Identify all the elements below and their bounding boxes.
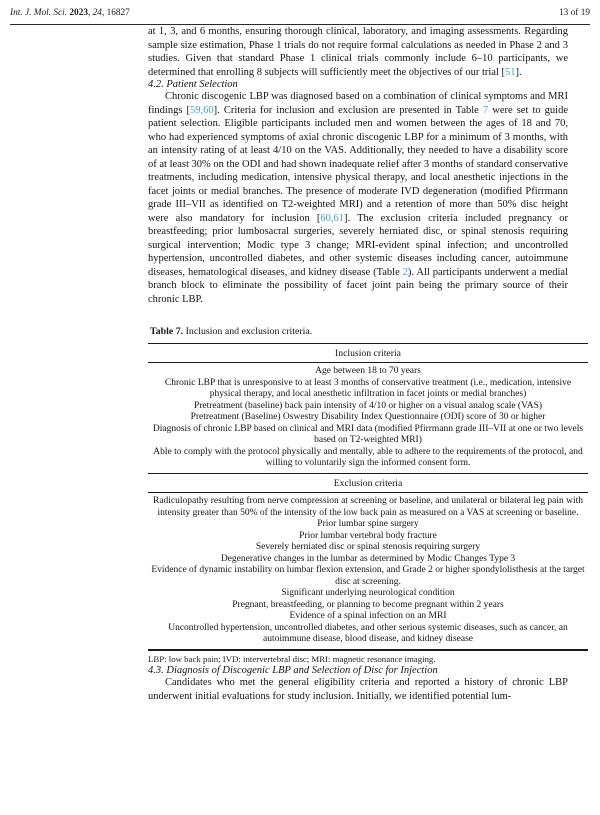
citation-link[interactable]: 59,60 (190, 104, 214, 116)
table-row: Degenerative changes in the lumbar as determined by Modic Changes Type 3 (220, 553, 516, 564)
body-paragraph-1 (148, 25, 568, 79)
table-row: Diagnosis of chronic LBP based on clinical and MRI data (modified Pfirrmann grade III–VII at one or two levels based on T2-weighted MRI) (152, 423, 584, 445)
table-row: Pretreatment (baseline) back pain intensity of 4/10 or higher on a visual analog scale (VAS) (193, 400, 543, 411)
exclusion-criteria-rows (148, 493, 588, 650)
text-segment: Inclusion and exclusion criteria. (183, 326, 313, 337)
inclusion-criteria-rows (148, 363, 588, 474)
running-header (10, 0, 590, 25)
text-segment: Candidates who met the general eligibility criteria and reported a history of chronic LBP underwent initial evaluations for study inclusion. Initially, we identified potential lum- (148, 677, 568, 702)
table-row: Radiculopathy resulting from nerve compression at screening or baseline, and unilateral or bilateral leg pain with intensity greater than 50% of the intensity of the low back pain as measured on a VAS at screening or baseline. (152, 496, 583, 518)
table-row: Severely herniated disc or spinal stenosis requiring surgery (255, 542, 481, 552)
table-row: Prior lumbar vertebral body fracture (299, 530, 437, 541)
table-row: Able to comply with the protocol physically and mentally, able to adhere to the requirements of the protocol, and willing to voluntarily sign the informed consent form. (153, 446, 583, 468)
table-row: Evidence of a spinal infection on an MRI (289, 611, 447, 621)
text-segment: , (87, 8, 93, 18)
table-row: Chronic LBP that is unresponsive to at least 3 months of conservative treatment (i.e., medication, intensive physical therapy, and local anesthetic infiltration in facet joints or medial branches) (164, 377, 572, 399)
text-segment: were set to guide patient selection. Eligible participants included men and women between the ages of 18 and 70, who had experienced symptoms of axial chronic discogenic LBP for a minimum of 3 months, with an intensity rating of at least 4/10 on the VAS. Additionally, they needed to have a disability score of at least 30% on the ODI and had shown inadequate relief after 3 months of standard conservative treatments, including medication, intensive physical therapy, and local anesthetic injections in the facet joints or medial branches. The presence of moderate IVD degeneration (modified Pfirrmann grade III–VII as identified on T2-weighted MRI) and a retention of more than 50% disc height were also mandatory for inclusion [ (148, 104, 569, 224)
section-4-2-heading: 4.2. Patient Selection (148, 79, 238, 90)
text-segment: Int. J. Mol. Sci. (10, 8, 70, 18)
inclusion-criteria-header: Inclusion criteria (148, 344, 588, 363)
table-row: Pretreatment (Baseline) Oswestry Disability Index Questionnaire (ODI) score of 30 or higher (190, 412, 546, 422)
citation-link[interactable]: 51 (505, 66, 516, 78)
body-paragraph-3 (148, 676, 568, 703)
text-segment: ]. Criteria for inclusion and exclusion are presented in Table (213, 104, 483, 116)
journal-citation (10, 8, 130, 18)
text-segment: ]. (515, 66, 522, 78)
table-row: Pregnant, breastfeeding, or planning to become pregnant within 2 years (232, 599, 504, 610)
text-segment: Chronic discogenic LBP was diagnosed based on a combination of clinical symptoms and MRI findings [ (148, 91, 568, 116)
text-segment: at 1, 3, and 6 months, ensuring thorough clinical, laboratory, and imaging assessments. Regarding sample size estimation, Phase 1 trials do not require formal calculations as needed in Phase 2 and 3 studies. Given that standard Phase 1 clinical trials commonly include 6–10 participants, we determined that enrolling 8 subjects will sufficiently meet the objectives of our trial [ (148, 26, 568, 78)
table-row: Significant underlying neurological condition (281, 588, 455, 598)
text-segment: 2023 (69, 8, 88, 18)
text-column (148, 25, 585, 703)
table-7 (148, 343, 588, 651)
text-segment: ]. The exclusion criteria included pregnancy or breastfeeding; prior lumbosacral surgeries, severely herniated disc, or spinal stenosis requiring surgical intervention; Modic type 3 change; MRI-evident spinal infection; and uncontrolled hypertension, uncontrolled diabetes, and other systemic diseases including cancer, autoimmune diseases, hematological diseases, and kidney disease (Table (148, 212, 568, 278)
table-7-footnote: LBP: low back pain; IVD: intervertebral disc; MRI: magnetic resonance imaging. (148, 654, 436, 664)
exclusion-criteria-header: Exclusion criteria (148, 473, 588, 493)
text-segment: ). All participants underwent a medial branch block to eliminate the possibility of facet joint pain being the primary source of their chronic LBP. (148, 266, 568, 305)
text-segment: , 16827 (101, 8, 130, 18)
citation-link[interactable]: 2 (402, 266, 408, 278)
page-number: 13 of 19 (559, 8, 590, 18)
table-row: Evidence of dynamic instability on lumbar flexion extension, and Grade 2 or higher spondylolisthesis at the target disc at screening. (151, 565, 585, 587)
citation-link[interactable]: 7 (482, 104, 489, 116)
table-row: Age between 18 to 70 years (315, 366, 421, 376)
table-row: Prior lumbar spine surgery (317, 519, 419, 529)
table-7-caption (150, 326, 568, 337)
body-paragraph-2 (148, 90, 568, 306)
section-4-3-heading: 4.3. Diagnosis of Discogenic LBP and Selection of Disc for Injection (148, 665, 438, 676)
text-segment: 24 (92, 8, 102, 18)
text-segment: Table 7. (150, 326, 184, 337)
table-row: Uncontrolled hypertension, uncontrolled diabetes, and other serious systemic diseases, such as cancer, an autoimmune disease, blood disease, and kidney disease (168, 622, 568, 644)
citation-link[interactable]: 60,61 (320, 212, 345, 224)
